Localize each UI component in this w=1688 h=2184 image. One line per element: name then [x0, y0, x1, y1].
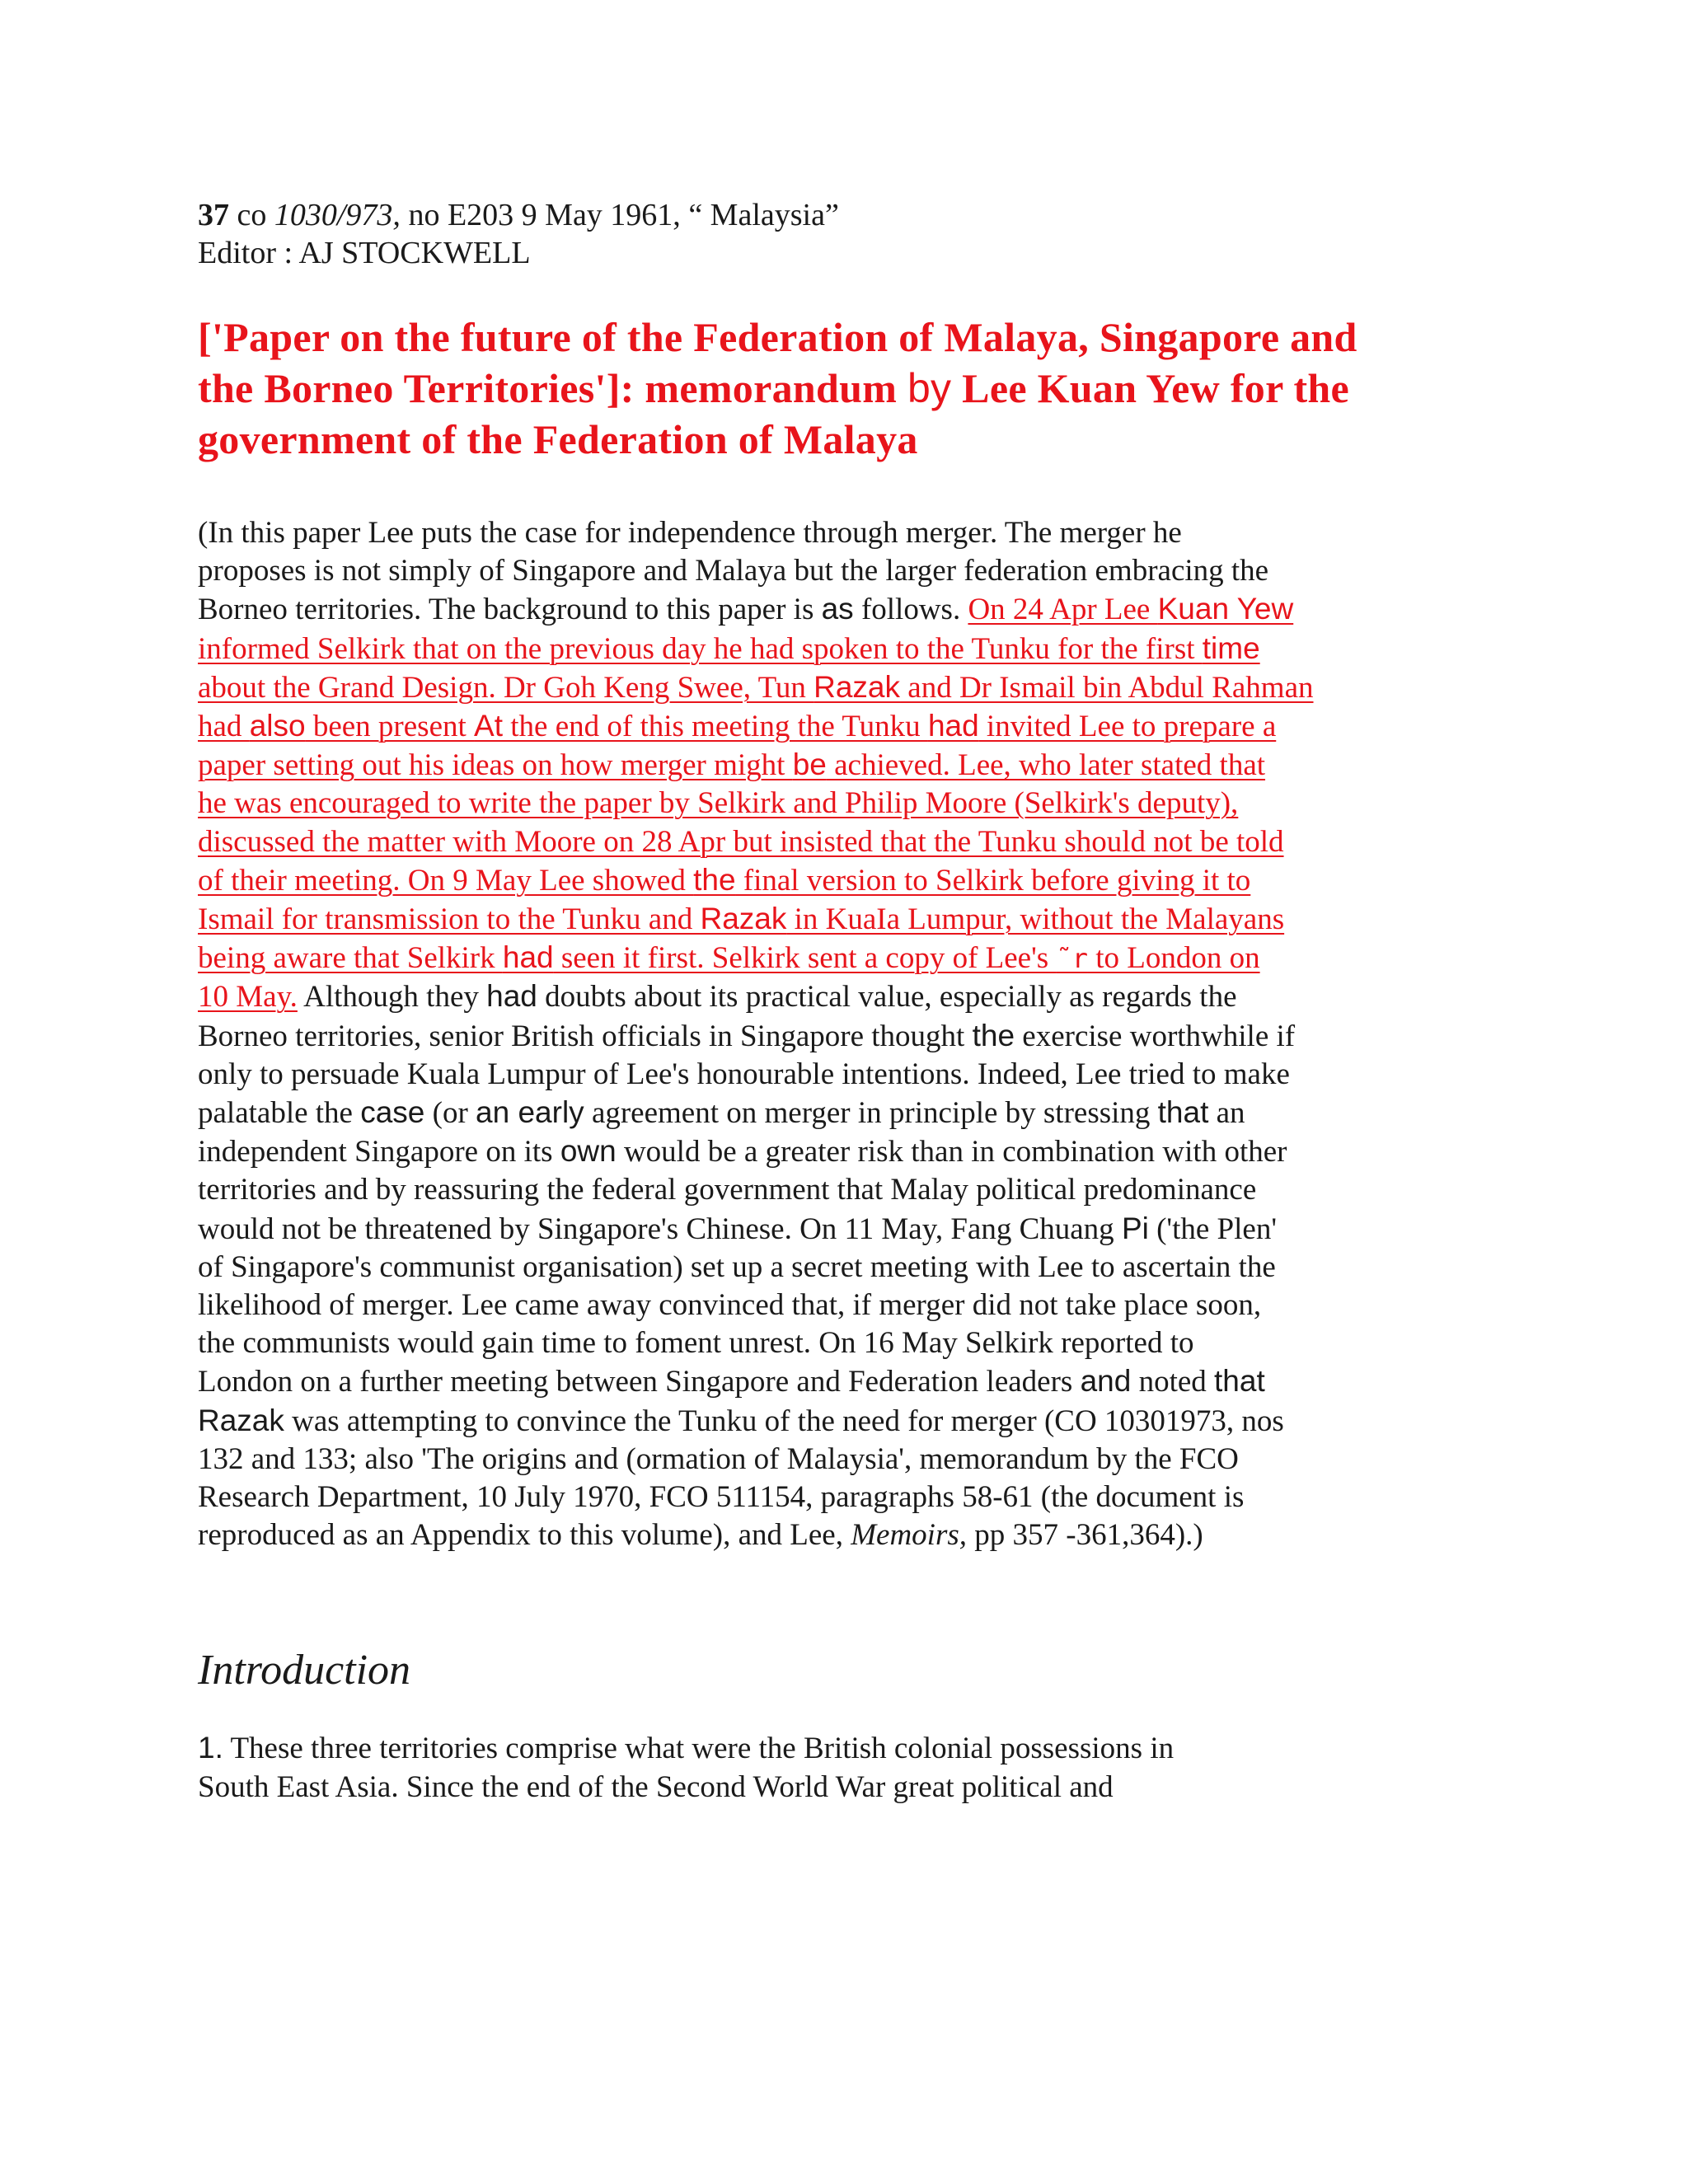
paragraph-number: 1.: [198, 1731, 223, 1765]
note-text: and: [1080, 1364, 1132, 1399]
highlighted-line: discussed the matter with Moore on 28 Apr but insisted that the Tunku should not be told: [198, 824, 1284, 859]
note-text: ('the Plen': [1148, 1212, 1277, 1246]
note-line: likelihood of merger. Lee came away convinced that, if merger did not take place soon,: [198, 1288, 1262, 1323]
title-by: by: [907, 365, 952, 411]
note-line: [198, 1362, 1467, 1401]
note-text: Razak: [700, 902, 787, 936]
note-text: time: [1202, 630, 1260, 665]
note-text: been present: [305, 710, 475, 744]
note-text: and Dr Ismail bin Abdul Rahman: [900, 670, 1314, 705]
note-text: paper setting out his ideas on how merger might: [198, 748, 793, 783]
note-line: proposes is not simply of Singapore and Malaya but the larger federation embracing the: [198, 554, 1269, 588]
introduction-paragraph: [198, 1729, 1467, 1806]
title-line-2: [198, 363, 1467, 414]
highlighted-text: 10 May.: [198, 980, 298, 1015]
note-text: that: [1157, 1095, 1209, 1130]
note-line: [198, 1516, 1467, 1554]
note-text: seen it first. Selkirk sent a copy of Lee's: [553, 941, 1057, 976]
highlighted-line: [198, 861, 1467, 900]
item-date: no E203 9 May 1961,: [408, 198, 681, 232]
subject: “ Malaysia”: [688, 198, 839, 232]
highlighted-line: he was encouraged to write the paper by Selkirk and Philip Moore (Selkirk's deputy),: [198, 786, 1239, 821]
note-text: noted: [1131, 1365, 1215, 1399]
intro-line: [198, 1729, 1467, 1768]
note-text: Borneo territories, senior British officials in Singapore thought: [198, 1019, 973, 1053]
note-text: pp 357 -361,364).): [967, 1518, 1203, 1553]
title-line-1: ['Paper on the future of the Federation of Malaya, Singapore and: [198, 314, 1357, 360]
memoirs-title: Memoirs,: [851, 1518, 967, 1553]
note-text: At: [474, 709, 503, 743]
note-line: [198, 1402, 1467, 1441]
note-text: as: [821, 592, 854, 626]
note-text: had: [502, 940, 554, 975]
note-text: doubts about its practical value, especially as regards the: [537, 980, 1237, 1015]
note-text: about the Grand Design. Dr Goh Keng Swee, Tun: [198, 670, 814, 705]
note-text: would not be threatened by Singapore's Chinese. On 11 May, Fang Chuang: [198, 1212, 1122, 1246]
note-text: the end of this meeting the Tunku: [503, 710, 928, 744]
note-text: be: [792, 748, 827, 782]
note-text: final version to Selkirk before giving it to: [735, 863, 1251, 898]
note-text: Razak: [198, 1403, 284, 1437]
file-reference: 1030/973,: [274, 198, 401, 232]
note-line: [198, 1132, 1467, 1171]
note-text: an early: [476, 1095, 584, 1130]
note-text: (or: [424, 1096, 476, 1131]
note-text: an: [1208, 1096, 1245, 1131]
highlighted-line: [198, 900, 1467, 939]
note-text: the: [972, 1018, 1015, 1052]
highlighted-line: [198, 668, 1467, 707]
note-line: [198, 1094, 1467, 1132]
highlighted-line: [198, 939, 1467, 977]
note-text: of their meeting. On 9 May Lee showed: [198, 863, 694, 898]
note-text: own: [560, 1134, 617, 1169]
note-text: that: [1214, 1364, 1265, 1399]
document-number: 37: [198, 198, 229, 232]
note-text: had: [927, 709, 979, 743]
note-text: reproduced as an Appendix to this volume), and Lee,: [198, 1518, 851, 1553]
note-line: 132 and 133; also 'The origins and (ormation of Malaysia', memorandum by the FCO: [198, 1441, 1239, 1476]
highlighted-line: [198, 630, 1467, 668]
series-code: co: [237, 198, 267, 232]
note-line: (In this paper Lee puts the case for independence through merger. The merger he: [198, 516, 1182, 550]
note-text: Ismail for transmission to the Tunku and: [198, 902, 701, 937]
highlighted-line: [198, 746, 1467, 785]
title-line-3: government of the Federation of Malaya: [198, 416, 918, 462]
note-text: was attempting to convince the Tunku of the need for merger (CO 10301973, nos: [284, 1404, 1284, 1438]
note-text: palatable the: [198, 1096, 361, 1131]
note-text: the: [693, 862, 736, 897]
note-text: London on a further meeting between Singapore and Federation leaders: [198, 1365, 1081, 1399]
note-text: also: [249, 709, 306, 743]
note-text: Kuan Yew: [1157, 592, 1294, 626]
note-text: follows.: [853, 593, 968, 627]
note-text: invited Lee to prepare a: [978, 710, 1277, 744]
title-line-2b: Lee Kuan Yew for the: [951, 365, 1350, 411]
note-text: Borneo territories. The background to this paper is: [198, 593, 822, 627]
title-line-2a: the Borneo Territories']: memorandum: [198, 365, 907, 411]
note-line: [198, 590, 1467, 629]
note-line: territories and by reassuring the federal government that Malay political predominance: [198, 1173, 1257, 1207]
note-line: the communists would gain time to foment unrest. On 16 May Selkirk reported to: [198, 1326, 1194, 1361]
note-line: [198, 977, 1467, 1016]
note-text: achieved. Lee, who later stated that: [826, 748, 1266, 783]
note-line: Research Department, 10 July 1970, FCO 511154, paragraphs 58-61 (the document is: [198, 1480, 1245, 1515]
note-text: On 24 Apr Lee: [968, 593, 1158, 627]
note-text: would be a greater risk than in combination with other: [616, 1135, 1287, 1169]
note-line: only to persuade Kuala Lumpur of Lee's honourable intentions. Indeed, Lee tried to make: [198, 1057, 1290, 1091]
editorial-note: [198, 514, 1467, 1554]
note-text: Pi: [1121, 1211, 1149, 1245]
note-text: exercise worthwhile if: [1015, 1019, 1296, 1053]
note-text: Although they: [297, 980, 487, 1015]
intro-line: South East Asia. Since the end of the Second World War great political and: [198, 1769, 1114, 1804]
note-text: case: [360, 1095, 425, 1130]
document-page: [198, 196, 1467, 1807]
editor-line: Editor : AJ STOCKWELL: [198, 236, 531, 270]
note-line: [198, 1017, 1467, 1056]
document-title: [198, 312, 1467, 465]
note-text: being aware that Selkirk: [198, 941, 503, 976]
note-text: to London on: [1087, 941, 1260, 976]
note-line: of Singapore's communist organisation) set up a secret meeting with Lee to ascertain the: [198, 1249, 1276, 1284]
note-text: had: [486, 979, 537, 1014]
note-text: agreement on merger in principle by stressing: [584, 1096, 1158, 1131]
note-text: Razak: [814, 669, 901, 704]
note-line: [198, 1210, 1467, 1249]
highlighted-line: [198, 707, 1467, 746]
reference-line: [198, 196, 1467, 234]
note-text: informed Selkirk that on the previous day he had spoken to the Tunku for the first: [198, 631, 1203, 666]
highlighted-text: [968, 593, 1293, 626]
intro-text: These three territories comprise what were the British colonial possessions in: [223, 1732, 1175, 1766]
note-text: ˜r: [1056, 943, 1088, 975]
note-text: had: [198, 710, 250, 744]
note-text: independent Singapore on its: [198, 1135, 560, 1169]
section-heading-introduction: Introduction: [198, 1647, 411, 1694]
note-text: in KuaIa Lumpur, without the Malayans: [786, 902, 1285, 937]
